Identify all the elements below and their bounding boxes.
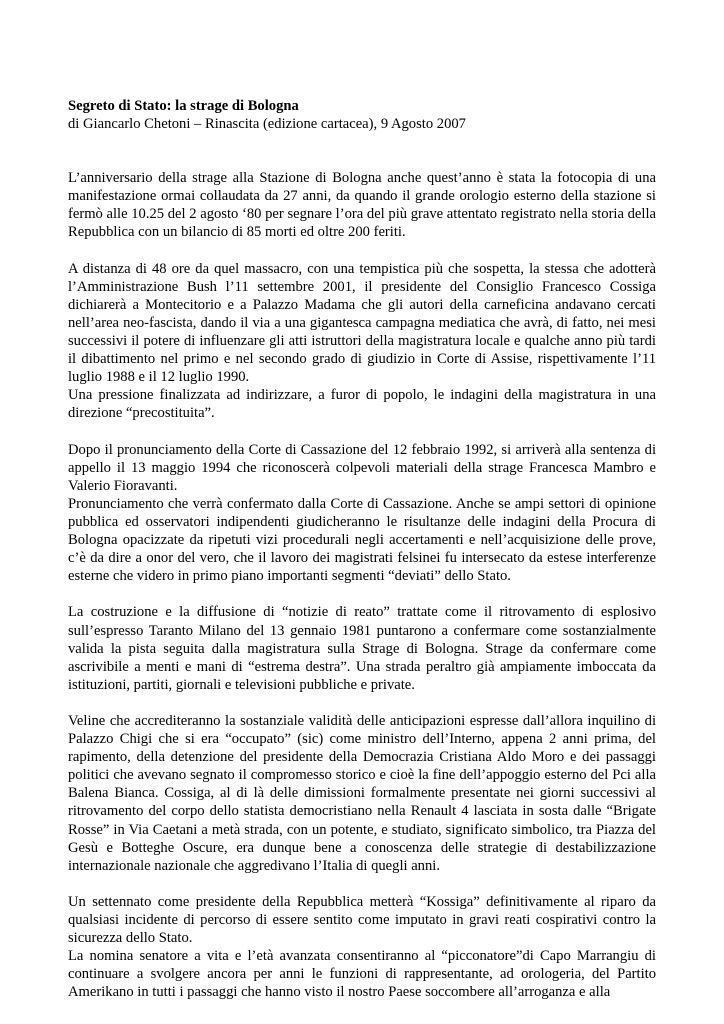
paragraph-7: Veline che accrediteranno la sostanziale validità delle anticipazioni espresse dall’allora inquilino di Palazzo Chigi che si era “occupato” (sic) come ministro dell’Interno, appena 2 anni prima, del rapimento, della detenzione del presidente della Democrazia Cristiana Aldo Moro e dei passaggi politici che avevano segnato il compromesso storico e cioè la fine dell’appoggio esterno del Pci alla Balena Bianca. Cossiga, al di là delle dimissioni formalmente presentate nei giorni successivi al ritrovamento del corpo dello statista democristiano nella Renault 4 lasciata in sosta dalle “Brigate Rosse” in Via Caetani a metà strada, con un potente, e studiato, significato simbolico, tra Piazza del Gesù e Botteghe Oscure, era dunque bene a conoscenza delle strategie di destabilizzazione internazionale nazionale che aggredivano l’Italia di quegli anni. [68, 713, 656, 874]
paragraph-6: La costruzione e la diffusione di “notizie di reato” trattate come il ritrovamento di esplosivo sull’espresso Taranto Milano del 13 gennaio 1981 puntarono a confermare come sostanzialmente valida la pista seguita dalla magistratura sulla Strage di Bologna. Strage da confermare come ascrivibile a menti e mani di “estrema destra”. Una strada peraltro già ampiamente imboccata da istituzioni, partiti, giornali e televisioni pubbliche e private. [68, 604, 656, 693]
document-page [68, 97, 656, 1002]
document-title: Segreto di Stato: la strage di Bologna [68, 98, 299, 114]
paragraph-5: Pronunciamento che verrà confermato dalla Corte di Cassazione. Anche se ampi settori di opinione pubblica ed osservatori indipendenti giudicheranno le risultanze delle indagini della Procura di Bologna opacizzate da ripetuti vizi procedurali negli accertamenti e nell’acquisizione delle prove, c’è da dire a onor del vero, che il lavoro dei magistrati felsinei fu intersecato da estese interferenze esterne che videro in primo piano importanti segmenti “deviati” dello Stato. [68, 495, 656, 585]
paragraph-3: Una pressione finalizzata ad indirizzare, a furor di popolo, le indagini della magistratura in una direzione “precostituita”. [68, 387, 656, 422]
header-spacer [68, 133, 656, 169]
paragraph-4: Dopo il pronunciamento della Corte di Cassazione del 12 febbraio 1992, si arriverà alla sentenza di appello il 13 maggio 1994 che riconoscerà colpevoli materiali della strage Francesca Mambro e Valerio Fioravanti. [68, 441, 656, 494]
document-byline: di Giancarlo Chetoni – Rinascita (edizione cartacea), 9 Agosto 2007 [68, 116, 466, 133]
paragraph-spacer [68, 875, 656, 893]
paragraph-8: Un settennato come presidente della Repubblica metterà “Kossiga” definitivamente al riparo da qualsiasi incidente di percorso di essere sentito come imputato in gravi reati cospirativi contro la sicurezza dello Stato. [68, 893, 656, 947]
paragraph-2: A distanza di 48 ore da quel massacro, con una tempistica più che sospetta, la stessa che adotterà l’Amministrazione Bush l’11 settembre 2001, il presidente del Consiglio Francesco Cossiga dichiarerà a Montecitorio e a Palazzo Madama che gli autori della carneficina andavano cercati nell’area neo-fascista, dando il via a una gigantesca campagna mediatica che avrà, di fatto, nei mesi successivi il potere di influenzare gli atti istruttori della magistratura locale e qualche anno più tardi il dibattimento nel primo e nel secondo grado di giudizio in Corte di Assise, rispettivamente l’11 luglio 1988 e il 12 luglio 1990. [68, 260, 656, 386]
paragraph-spacer [68, 423, 656, 441]
paragraph-spacer [68, 242, 656, 260]
paragraph-spacer [68, 585, 656, 603]
paragraph-1: L’anniversario della strage alla Stazione di Bologna anche quest’anno è stata la fotocopia di una manifestazione ormai collaudata da 27 anni, da quando il grande orologio esterno della stazione si fermò alle 10.25 del 2 agosto ‘80 per segnare l’ora del più grave attentato registrato nella storia della Repubblica con un bilancio di 85 morti ed oltre 200 feriti. [68, 170, 656, 241]
paragraph-spacer [68, 694, 656, 712]
paragraph-9: La nomina senatore a vita e l’età avanzata consentiranno al “picconatore”di Capo Marrangiu di continuare a svolgere ancora per anni le funzioni di rappresentante, ad orologeria, del Partito Amerikano in tutti i passaggi che hanno visto il nostro Paese soccombere all’arroganza e alla [68, 948, 656, 1001]
